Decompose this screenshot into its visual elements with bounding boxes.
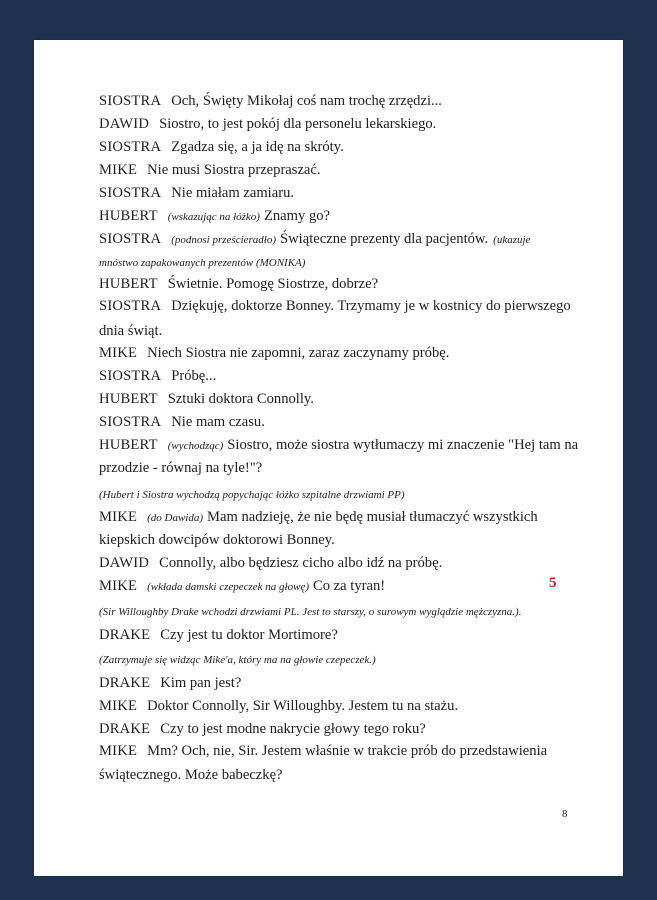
speaker-name: HUBERT <box>99 208 158 224</box>
dialogue-text: Nie mam czasu. <box>171 414 265 430</box>
page-number: 8 <box>562 808 568 820</box>
speaker-name: MIKE <box>99 345 138 361</box>
dialogue-line <box>99 486 583 504</box>
dialogue-line <box>99 344 583 362</box>
speaker-name: SIOSTRA <box>99 185 162 201</box>
dialogue-text: Próbę... <box>171 368 217 384</box>
speaker-name: SIOSTRA <box>99 93 162 109</box>
dialogue-text: Świąteczne prezenty dla pacjentów. <box>280 231 489 247</box>
dialogue-text: przodzie - równaj na tyle!"? <box>99 460 263 476</box>
dialogue-line <box>99 766 583 784</box>
script-page <box>34 40 623 876</box>
dialogue-line <box>99 674 583 692</box>
speaker-name: HUBERT <box>99 437 158 453</box>
dialogue-text: Nie miałam zamiaru. <box>171 185 295 201</box>
dialogue-text: Siostro, może siostra wytłumaczy mi znaczenie "Hej tam na <box>227 437 579 453</box>
stage-direction: (Hubert i Siostra wychodzą popychając łóżko szpitalne drzwiami PP) <box>99 489 405 501</box>
stage-direction: (Sir Willoughby Drake wchodzi drzwiami PL. Jest to starszy, o surowym wyglądzie mężczyzna.). <box>99 606 522 618</box>
dialogue-line <box>99 626 583 644</box>
dialogue-line <box>99 651 583 669</box>
stage-direction: (wkłada damski czepeczek na głowę) <box>147 581 309 593</box>
stage-direction: (wskazując na łóżko) <box>167 211 260 223</box>
dialogue-text: Sztuki doktora Connolly. <box>167 391 314 407</box>
dialogue-line <box>99 603 583 621</box>
dialogue-text: Świetnie. Pomogę Siostrze, dobrze? <box>167 276 379 292</box>
dialogue-line <box>99 92 583 110</box>
dialogue-line <box>99 436 583 455</box>
dialogue-line <box>99 161 583 179</box>
dialogue-line <box>99 297 583 315</box>
stage-direction: (do Dawida) <box>147 512 204 524</box>
speaker-name: MIKE <box>99 743 138 759</box>
dialogue-line <box>99 367 583 385</box>
speaker-name: DAWID <box>99 555 150 571</box>
stage-direction: mnóstwo zapakowanych prezentów (MONIKA) <box>99 257 306 269</box>
speaker-name: MIKE <box>99 698 138 714</box>
dialogue-line <box>99 184 583 202</box>
speaker-name: SIOSTRA <box>99 139 162 155</box>
dialogue-line <box>99 413 583 431</box>
dialogue-text: Kim pan jest? <box>160 675 242 691</box>
speaker-name: DRAKE <box>99 721 151 737</box>
dialogue-text: świątecznego. Może babeczkę? <box>99 767 283 783</box>
dialogue-line <box>99 230 583 249</box>
dialogue-line <box>99 720 583 738</box>
dialogue-text: Co za tyran! <box>313 578 386 594</box>
speaker-name: DRAKE <box>99 627 151 643</box>
dialogue-line <box>99 138 583 156</box>
speaker-name: DAWID <box>99 116 150 132</box>
dialogue-text: Doktor Connolly, Sir Willoughby. Jestem tu na stażu. <box>147 698 459 714</box>
speaker-name: SIOSTRA <box>99 414 162 430</box>
dialogue-line <box>99 508 583 527</box>
dialogue-text: kiepskich dowcipów doktorowi Bonney. <box>99 532 335 548</box>
speaker-name: MIKE <box>99 162 138 178</box>
dialogue-line <box>99 531 583 549</box>
dialogue-text: Och, Święty Mikołaj coś nam trochę zrzędzi... <box>171 93 442 109</box>
margin-number: 5 <box>549 575 557 591</box>
dialogue-line <box>99 275 583 293</box>
dialogue-line <box>99 254 583 272</box>
speaker-name: DRAKE <box>99 675 151 691</box>
speaker-name: MIKE <box>99 578 138 594</box>
dialogue-line <box>99 322 583 340</box>
stage-direction: (Zatrzymuje się widząc Mike'a, który ma na głowie czepeczek.) <box>99 654 376 666</box>
dialogue-line <box>99 697 583 715</box>
speaker-name: HUBERT <box>99 391 158 407</box>
dialogue-text: Niech Siostra nie zapomni, zaraz zaczynamy próbę. <box>147 345 450 361</box>
dialogue-line <box>99 742 583 760</box>
speaker-name: SIOSTRA <box>99 368 162 384</box>
dialogue-line <box>99 115 583 133</box>
speaker-name: SIOSTRA <box>99 298 162 314</box>
stage-direction: (wychodząc) <box>167 440 224 452</box>
speaker-name: SIOSTRA <box>99 231 162 247</box>
dialogue-line <box>99 577 583 596</box>
dialogue-text: Czy to jest modne nakrycie głowy tego roku? <box>160 721 426 737</box>
dialogue-line <box>99 459 583 477</box>
dialogue-text: Connolly, albo będziesz cicho albo idź na próbę. <box>159 555 443 571</box>
speaker-name: MIKE <box>99 509 138 525</box>
speaker-name: HUBERT <box>99 276 158 292</box>
dialogue-line <box>99 390 583 408</box>
dialogue-text: Czy jest tu doktor Mortimore? <box>160 627 338 643</box>
stage-direction: (podnosi prześcieradło) <box>171 234 277 246</box>
dialogue-line <box>99 207 583 226</box>
dialogue-text: Nie musi Siostra przepraszać. <box>147 162 321 178</box>
dialogue-text: Zgadza się, a ja idę na skróty. <box>171 139 344 155</box>
dialogue-text: Dziękuję, doktorze Bonney. Trzymamy je w kostnicy do pierwszego <box>171 298 571 314</box>
dialogue-lines <box>34 40 623 876</box>
dialogue-text: Mam nadzieję, że nie będę musiał tłumaczyć wszystkich <box>207 509 538 525</box>
stage-direction: (ukazuje <box>493 234 531 246</box>
dialogue-text: Siostro, to jest pokój dla personelu lekarskiego. <box>159 116 437 132</box>
dialogue-line <box>99 554 583 572</box>
dialogue-text: dnia świąt. <box>99 323 163 339</box>
dialogue-text: Mm? Och, nie, Sir. Jestem właśnie w trakcie prób do przedstawienia <box>147 743 548 759</box>
dialogue-text: Znamy go? <box>263 208 331 224</box>
